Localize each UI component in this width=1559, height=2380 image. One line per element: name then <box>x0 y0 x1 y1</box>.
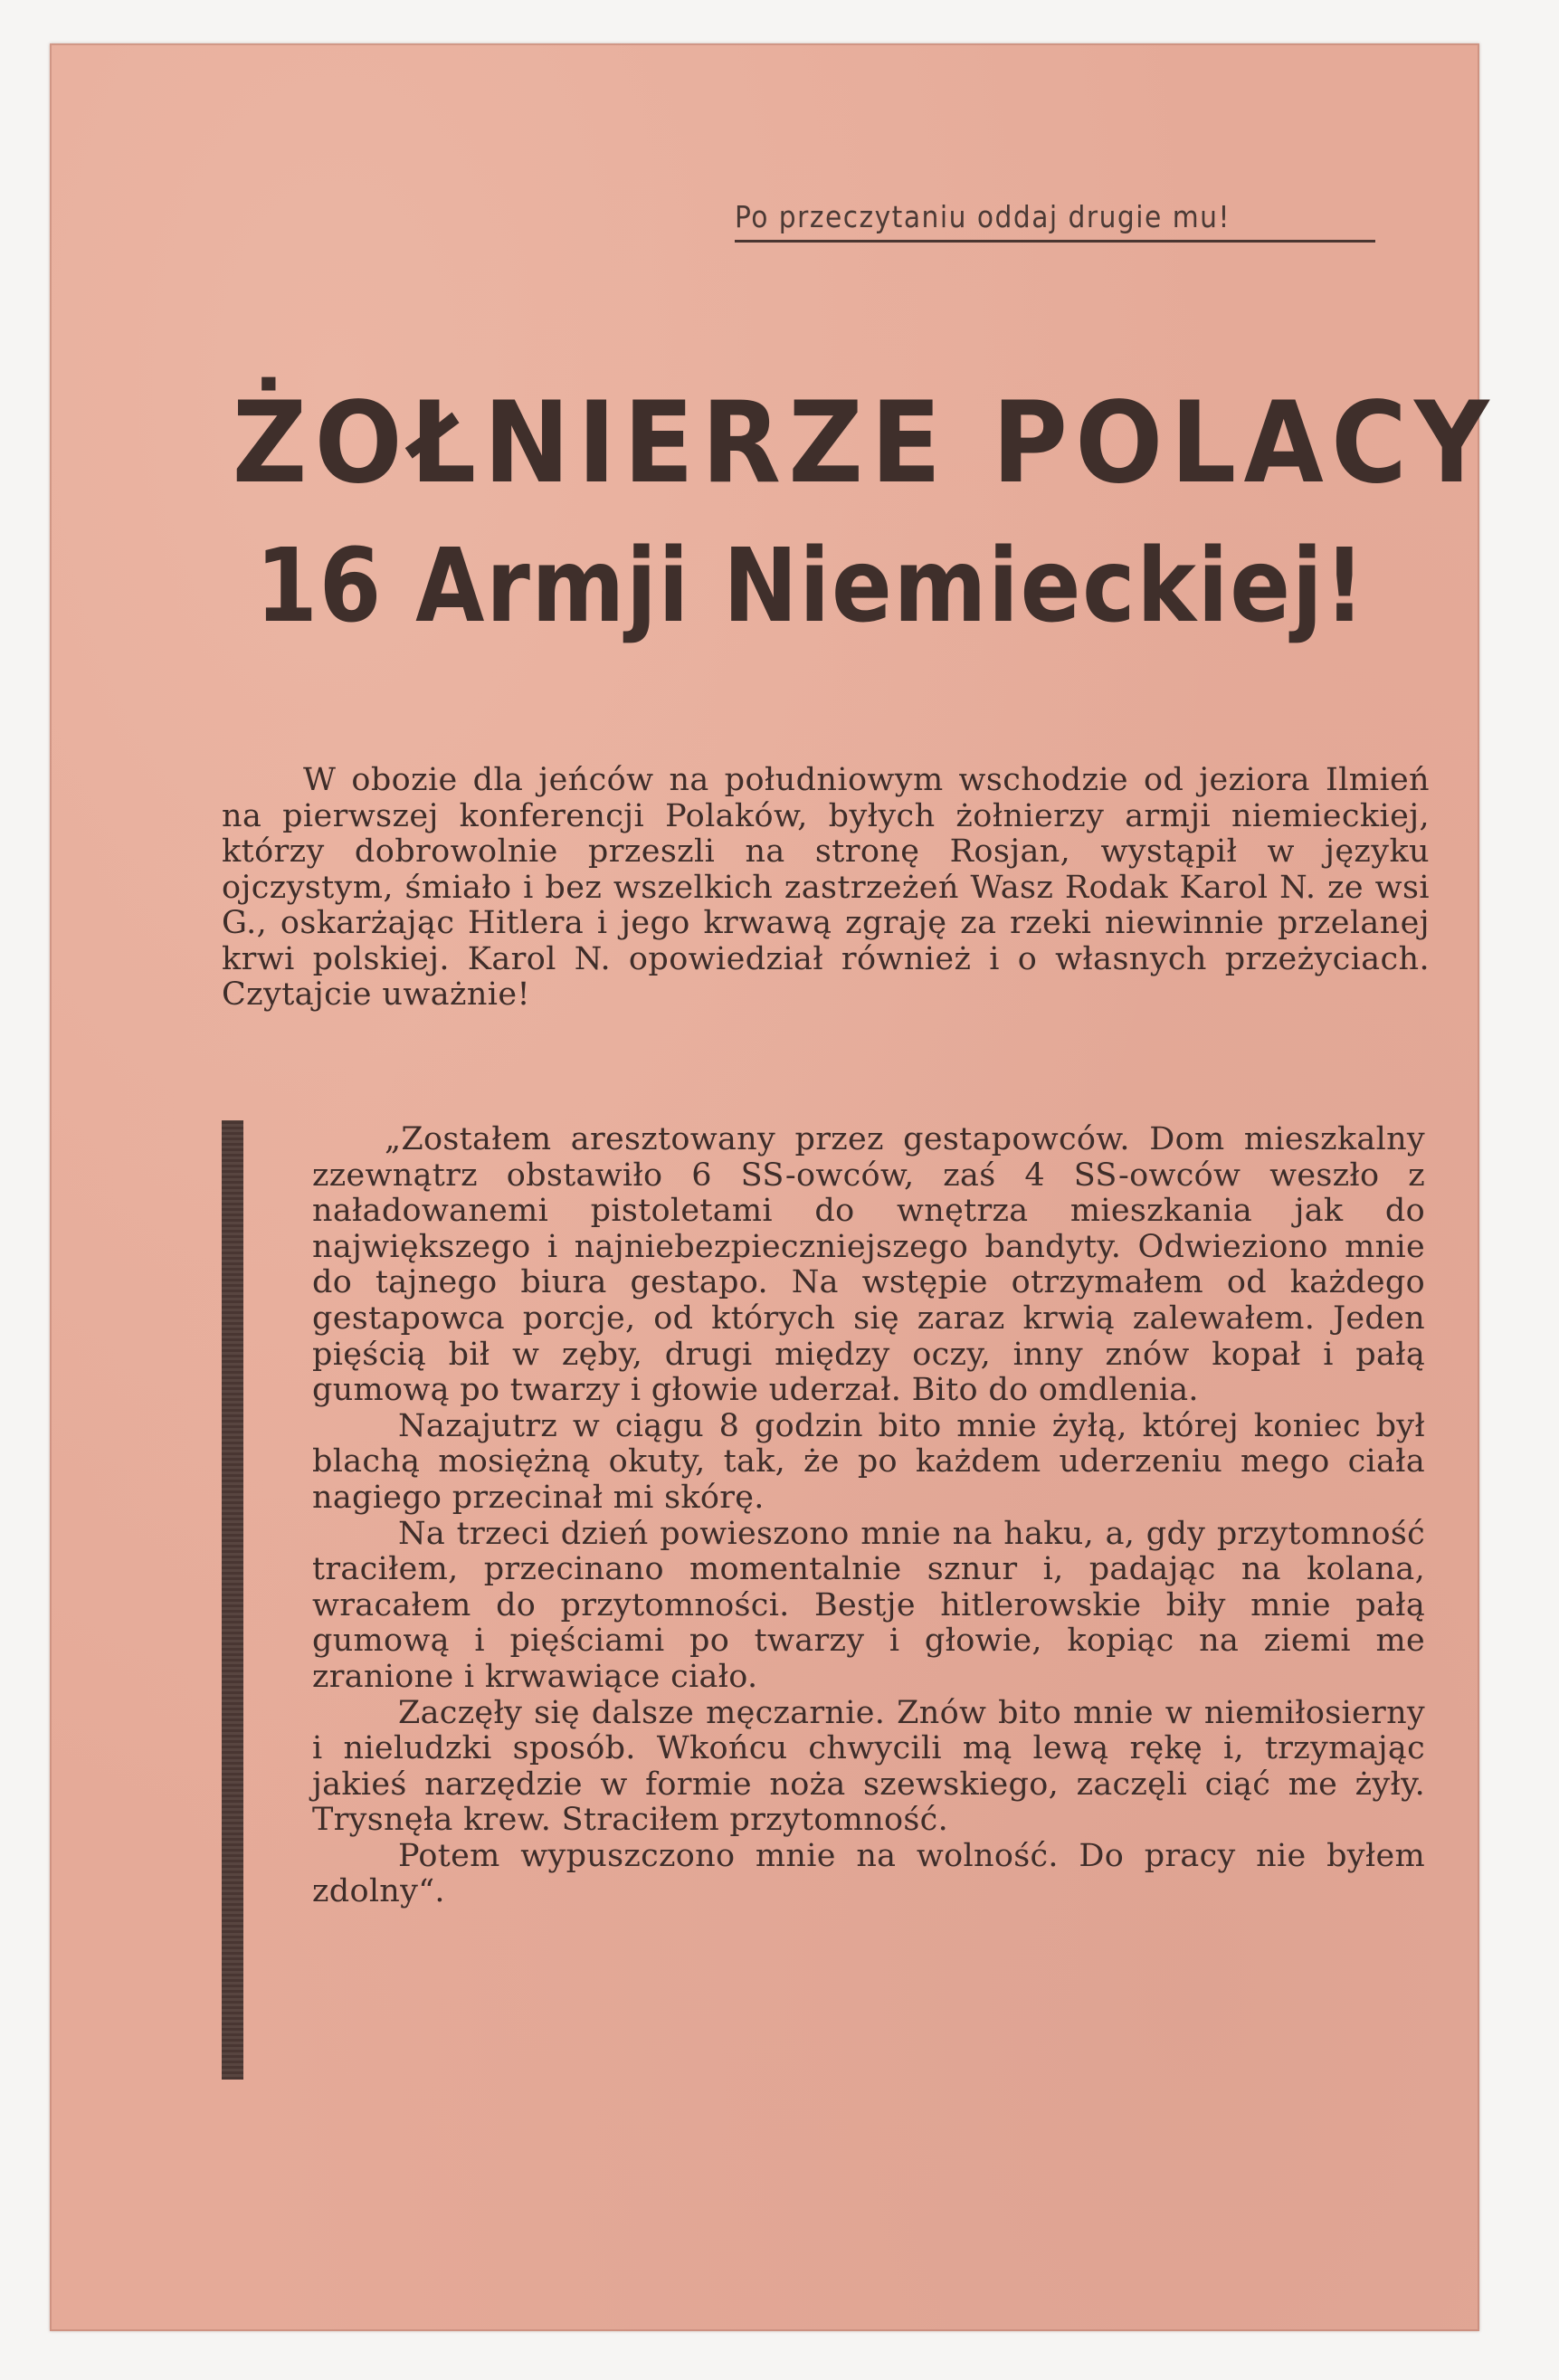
headline: ŻOŁNIERZE POLACY <box>232 378 1497 509</box>
quote-bar <box>222 1120 243 2080</box>
pass-on-note: Po przeczytaniu oddaj drugie mu! <box>735 199 1375 243</box>
intro-text: W obozie dla jeńców na południowym wschodzie od jeziora Ilmień na pierwszej konferencji Polaków, byłych żołnierzy armji niemieckiej, którzy dobrowolnie przeszli na stronę Rosjan, wystąpił w języku ojczystym, śmiało i bez wszelkich zastrzeżeń Wasz Rodak Karol N. ze wsi G., oskarżając Hitlera i jego krwawą zgraję za rzeki niewinnie przelanej krwi polskiej. Karol N. opowiedział również i o własnych przeżyciach. Czytajcie uważnie! <box>222 762 1430 1013</box>
quote-paragraph: „Zostałem aresztowany przez gestapowców. Dom mieszkalny zzewnątrz obstawiło 6 SS-owców, zaś 4 SS-owców weszło z naładowanemi pistoletami do wnętrza mieszkania jak do największego i najniebezpieczniejszego bandyty. Odwieziono mnie do tajnego biura gestapo. Na wstępie otrzymałem od każdego gestapowca porcje, od których się zaraz krwią zalewałem. Jeden pięścią bił w zęby, drugi między oczy, inny znów kopał i pałą gumową po twarzy i głowie uderzał. Bito do omdlenia. <box>312 1121 1425 1409</box>
quote-paragraph: Na trzeci dzień powieszono mnie na haku, a, gdy przytomność traciłem, przecinano momentalnie sznur i, padając na kolana, wracałem do przytomności. Bestje hitlerowskie biły mnie pałą gumową i pięściami po twarzy i głowie, kopiąc na ziemi me zranione i krwawiące ciało. <box>312 1515 1425 1695</box>
quote-paragraph: Nazajutrz w ciągu 8 godzin bito mnie żyłą, której koniec był blachą mosiężną okuty, tak, że po każdem uderzeniu mego ciała nagiego przecinał mi skórę. <box>312 1407 1425 1516</box>
intro-paragraph <box>222 763 1430 1014</box>
subheadline: 16 Armji Niemieckiej! <box>255 528 1367 645</box>
quote-paragraph: Zaczęły się dalsze męczarnie. Znów bito mnie w niemiłosierny i nieludzki sposób. Wkońcu chwycili mą lewą rękę i, trzymając jakieś narzędzie w formie noża szewskiego, zaczęli ciąć me żyły. Trysnęła krew. Straciłem przytomność. <box>312 1694 1425 1839</box>
leaflet-sheet <box>50 43 1497 2331</box>
testimony-quote <box>312 1122 1425 1910</box>
quote-paragraph: Potem wypuszczono mnie na wolność. Do pracy nie byłem zdolny“. <box>312 1837 1425 1910</box>
